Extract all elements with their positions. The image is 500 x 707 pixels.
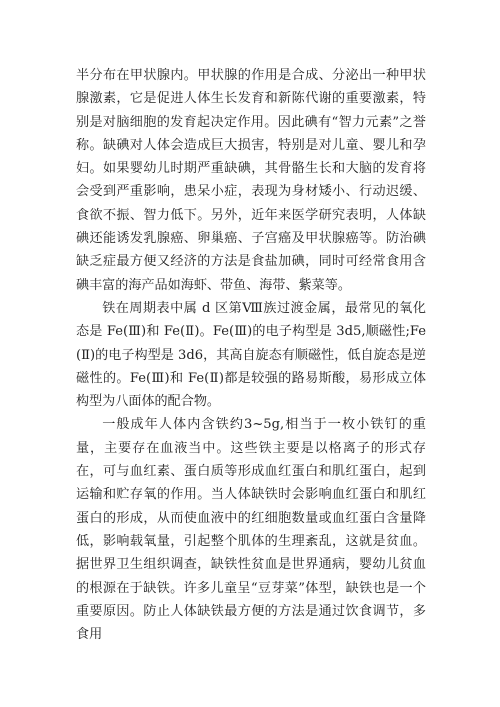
paragraph-iron-in-body: 一般成年人体内含铁约3~5g,相当于一枚小铁钉的重量，主要存在血液当中。这些铁主要是以格离子的形式存在，可与血红素、蛋白质等形成血红蛋白和肌红蛋白，起到运输和贮存氧的作用。当人体缺铁时会影响血红蛋白和肌红蛋白的形成，从而使血液中的红细胞数量或血红蛋白含量降低，影响载氧量，引起整个肌体的生理紊乱，这就是贫血。据世界卫生组织调查，缺铁性贫血是世界通病，婴幼儿贫血的根源在于缺铁。许多儿童呈“豆芽菜”体型，缺铁也是一个重要原因。防止人体缺铁最方便的方法是通过饮食调节，多食用	[76, 417, 426, 643]
paragraph-iodine-effects: 半分布在甲状腺内。甲状腺的作用是合成、分泌出一种甲状腺激素，它是促进人体生长发育和新陈代谢的重要激素，特别是对脑细胞的发育起决定作用。因此碘有“智力元素”之誉称。缺碘对人体会造成巨大损害，特别是对儿童、婴儿和孕妇。如果婴幼儿时期严重缺碘，其骨骼生长和大脑的发育将会受到严重影响，患呆小症，表现为身材矮小、行动迟缓、食欲不振、智力低下。另外，近年来医学研究表明，人体缺碘还能诱发乳腺癌、卵巢癌、子宫癌及甲状腺癌等。防治碘缺乏症最方便又经济的方法是食盐加碘，同时可经常食用含碘丰富的海产品如海虾、带鱼、海带、紫菜等。	[76, 68, 426, 293]
document-body	[76, 64, 426, 646]
paragraph-iron-chemistry: 铁在周期表中属 d 区第Ⅷ族过渡金属，最常见的氧化态是 Fe(Ⅲ)和 Fe(Ⅱ)。Fe(Ⅲ)的电子构型是 3d5,顺磁性;Fe(Ⅱ)的电子构型是 3d6，其高自旋态有顺磁性，低自旋态是逆磁性的。Fe(Ⅲ)和 Fe(Ⅱ)都是较强的路易斯酸，易形成立体构型为八面体的配合物。	[76, 300, 426, 410]
